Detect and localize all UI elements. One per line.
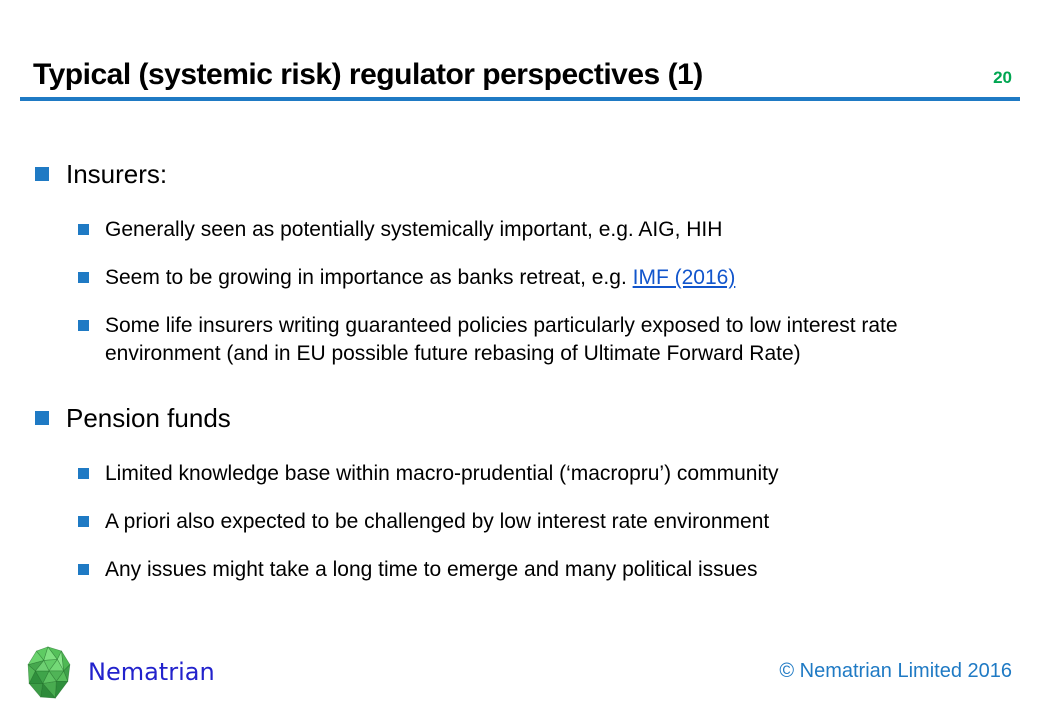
bullet-text: Limited knowledge base within macro-prudential (‘macropru’) community [105,462,779,485]
bullet-text: Any issues might take a long time to emerge and many political issues [105,558,758,581]
square-bullet-icon [78,564,89,575]
slide-page-number: 20 [993,68,1012,87]
slide-body [35,158,1000,584]
bullet-insurers [35,158,1000,190]
square-bullet-icon [78,516,89,527]
brand-name: Nematrian [88,658,215,686]
bullet-heading-text: Insurers: [66,159,168,189]
square-bullet-icon [78,272,89,283]
bullet-systemically-important [35,216,1000,244]
bullet-banks-retreat [35,264,1000,292]
bullet-text-prefix: Seem to be growing in importance as banks retreat, e.g. [105,266,633,289]
bullet-text: A priori also expected to be challenged by low interest rate environment [105,510,770,533]
square-bullet-icon [35,411,49,425]
bullet-text: Generally seen as potentially systemically important, e.g. AIG, HIH [105,218,723,241]
nematrian-logo-icon [26,645,72,701]
square-bullet-icon [78,320,89,331]
bullet-a-priori [35,508,1000,536]
page-title: Typical (systemic risk) regulator perspectives (1) [33,58,703,91]
copyright-text: © Nematrian Limited 2016 [779,660,1012,682]
square-bullet-icon [78,224,89,235]
bullet-heading-text: Pension funds [66,403,231,433]
bullet-guaranteed-policies [35,312,1000,368]
square-bullet-icon [35,167,49,181]
bullet-text: Some life insurers writing guaranteed policies particularly exposed to low interest rate environment (and in EU possible future rebasing of Ultimate Forward Rate) [105,314,898,365]
bullet-pension-funds [35,402,1000,434]
bullet-text [105,264,735,292]
bullet-limited-knowledge [35,460,1000,488]
bullet-long-time [35,556,1000,584]
square-bullet-icon [78,468,89,479]
imf-2016-link[interactable]: IMF (2016) [632,266,736,289]
title-divider [20,97,1020,101]
